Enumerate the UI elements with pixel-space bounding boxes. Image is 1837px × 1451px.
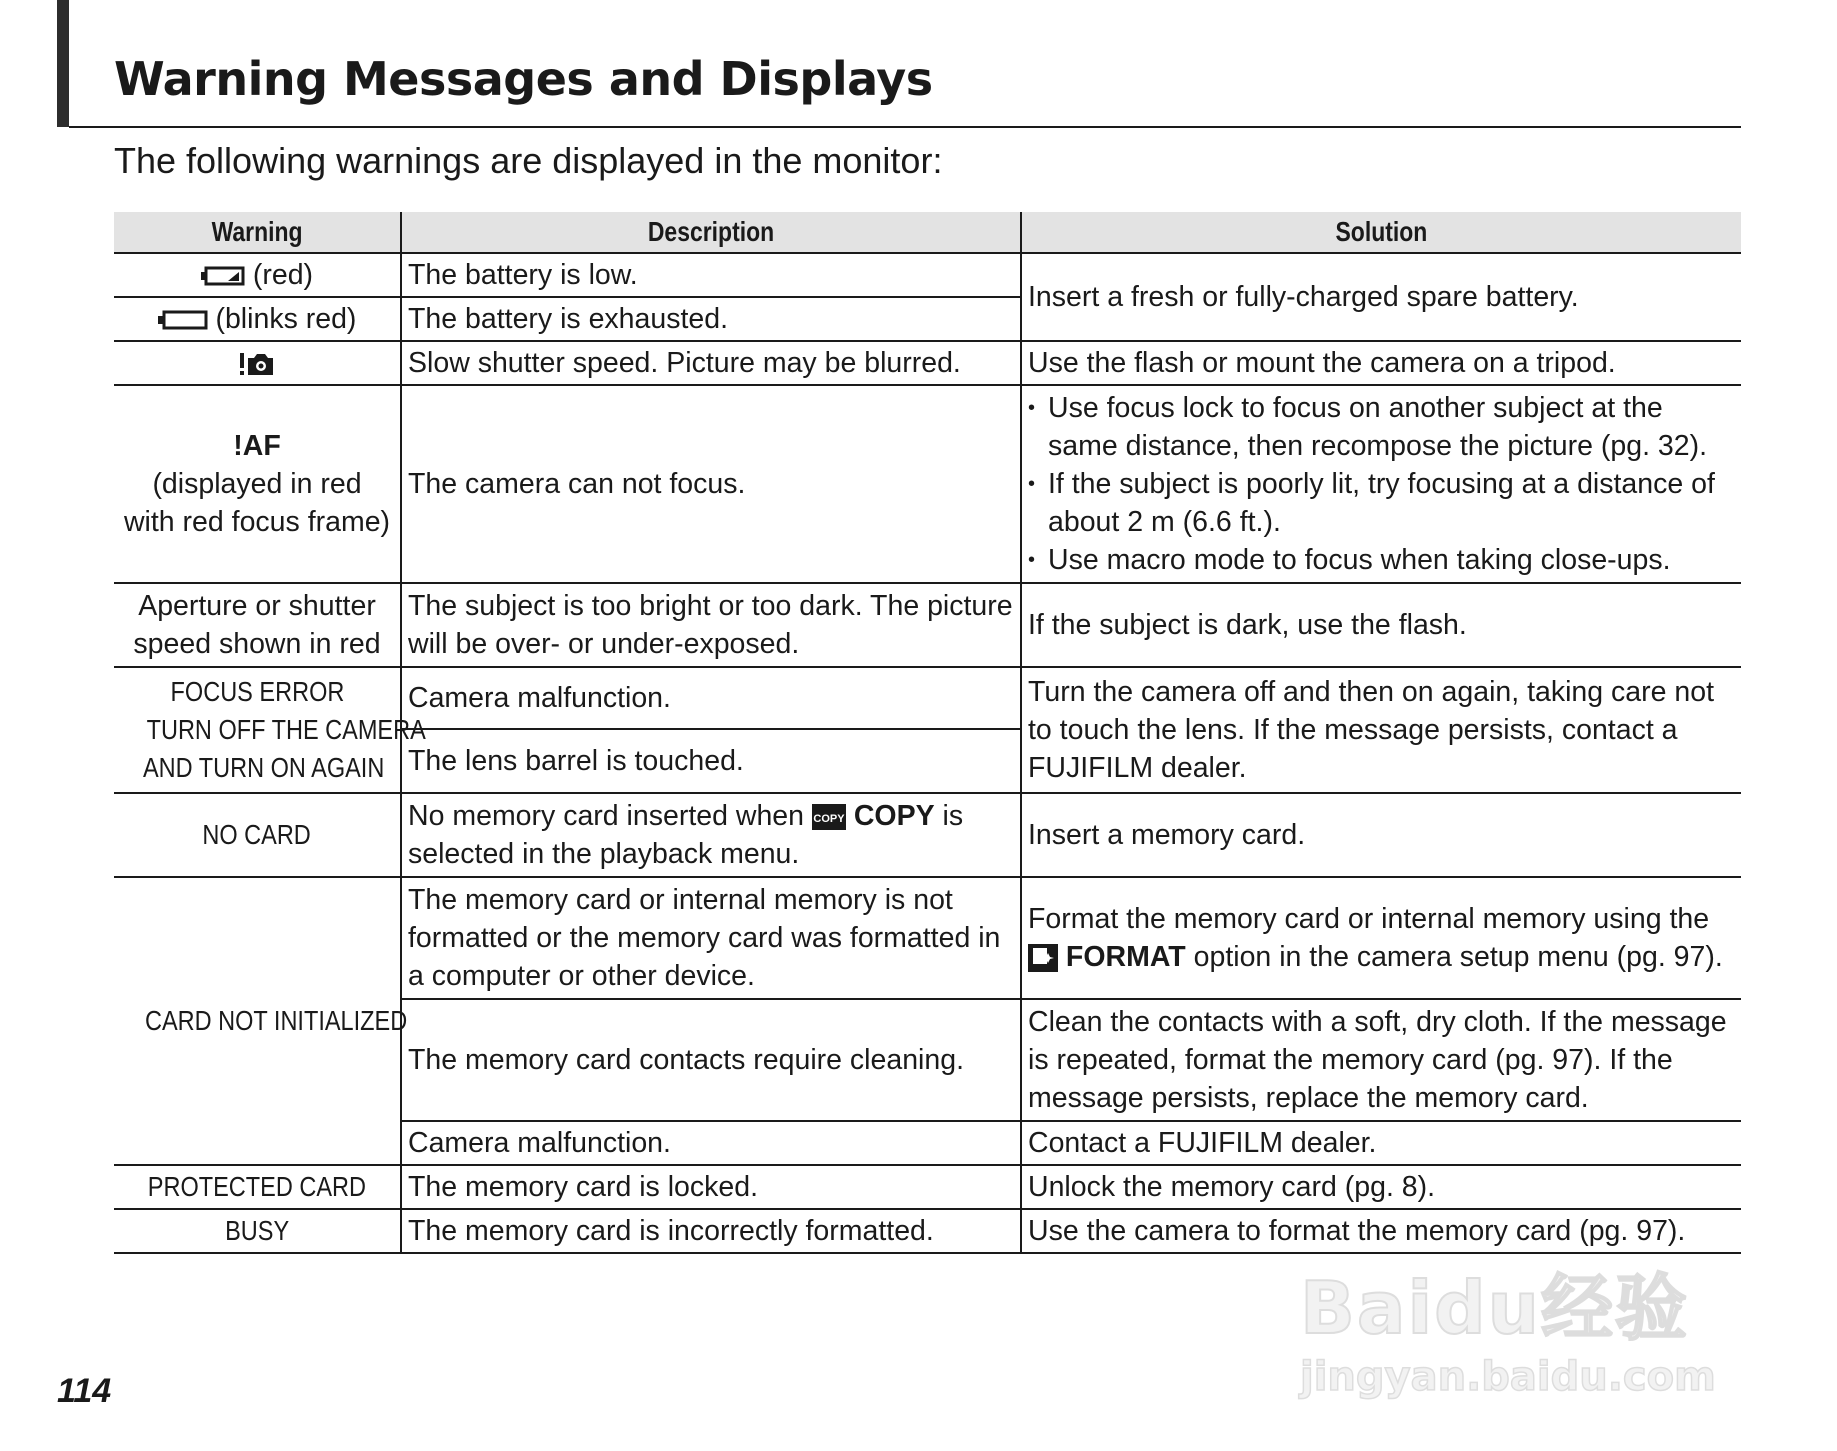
warning-text: (red) [252, 259, 314, 291]
table-row [114, 1165, 1741, 1209]
solution-cell: Contact a FUJIFILM dealer. [1021, 1121, 1741, 1165]
table-row [114, 253, 1741, 297]
table-header-row [114, 212, 1741, 253]
description-cell: The battery is exhausted. [401, 297, 1021, 341]
description-cell: The memory card is incorrectly formatted. [401, 1209, 1021, 1253]
description-cell: Camera malfunction. [401, 1121, 1021, 1165]
warning-text: (displayed in red [152, 468, 362, 500]
solution-cell: Insert a memory card. [1021, 793, 1741, 877]
svg-text:COPY: COPY [813, 813, 845, 826]
copy-menu-label: COPY [853, 800, 935, 832]
header-solution: Solution [1086, 212, 1676, 253]
table-row [114, 877, 1741, 999]
description-text: is selected in the playback menu. [408, 800, 964, 870]
warning-text: CARD NOT INITIALIZED [144, 1005, 408, 1036]
solution-cell: Unlock the memory card (pg. 8). [1021, 1165, 1741, 1209]
description-text: No memory card inserted when [408, 800, 804, 832]
watermark-site: jingyan.baidu.com [1300, 1354, 1716, 1400]
solution-text: Format the memory card or internal memory using the [1028, 903, 1710, 935]
header-description: Description [457, 212, 965, 253]
warnings-table [114, 212, 1741, 1254]
table-row [114, 341, 1741, 385]
solution-cell: Clean the contacts with a soft, dry cloth. If the message is repeated, format the memory card (pg. 97). If the message persists, replace the memory card. [1021, 999, 1741, 1121]
warning-cell [114, 1209, 401, 1253]
solution-list [1028, 389, 1735, 579]
battery-empty-icon [158, 309, 208, 331]
list-item: • Use focus lock to focus on another subject at the same distance, then recompose the picture (pg. 32). [1028, 389, 1735, 465]
description-cell: The subject is too bright or too dark. The picture will be over- or under-exposed. [401, 583, 1021, 667]
battery-low-icon [201, 265, 245, 287]
page-number: 114 [57, 1372, 112, 1410]
list-item: • Use macro mode to focus when taking close-ups. [1028, 541, 1735, 579]
table-row [114, 1209, 1741, 1253]
warning-cell [114, 793, 401, 877]
intro-text: The following warnings are displayed in the monitor: [114, 140, 943, 181]
solution-cell: If the subject is dark, use the flash. [1021, 583, 1741, 667]
warning-cell [114, 341, 401, 385]
section-side-bar [57, 0, 69, 127]
list-item: • If the subject is poorly lit, try focusing at a distance of about 2 m (6.6 ft.). [1028, 465, 1735, 541]
warning-text: FOCUS ERROR [170, 676, 344, 707]
warning-text: Aperture or shutter [138, 590, 376, 622]
solution-cell [1021, 385, 1741, 583]
setup-menu-icon [1028, 944, 1058, 972]
description-cell: The memory card or internal memory is not formatted or the memory card was formatted in a computer or other device. [401, 877, 1021, 999]
table-row [114, 793, 1741, 877]
solution-text: option in the camera setup menu (pg. 97). [1193, 941, 1723, 973]
af-warning-symbol: !AF [233, 430, 281, 462]
description-cell: The battery is low. [401, 253, 1021, 297]
warning-text: AND TURN ON AGAIN [142, 752, 385, 783]
warning-cell [114, 583, 401, 667]
camera-shake-warning-icon [239, 350, 275, 378]
description-cell: The memory card is locked. [401, 1165, 1021, 1209]
baidu-watermark [1300, 1250, 1740, 1400]
warning-text: (blinks red) [215, 303, 357, 335]
warning-cell [114, 1165, 401, 1209]
description-cell: The lens barrel is touched. [401, 729, 1021, 793]
table-row [114, 583, 1741, 667]
solution-cell: Use the flash or mount the camera on a tripod. [1021, 341, 1741, 385]
warning-cell [114, 253, 401, 297]
description-cell: Camera malfunction. [401, 667, 1021, 729]
solution-cell: Use the camera to format the memory card (pg. 97). [1021, 1209, 1741, 1253]
title-rule [69, 126, 1741, 128]
solution-cell: Insert a fresh or fully-charged spare battery. [1021, 253, 1741, 341]
page-title: Warning Messages and Displays [114, 52, 933, 106]
warning-cell [114, 385, 401, 583]
warning-cell [114, 877, 408, 1165]
warning-cell [114, 667, 426, 793]
warning-text: speed shown in red [133, 628, 381, 660]
warning-text: BUSY [224, 1215, 290, 1246]
description-cell: The camera can not focus. [401, 385, 1021, 583]
description-cell [401, 793, 1021, 877]
description-cell: Slow shutter speed. Picture may be blurred. [401, 341, 1021, 385]
solution-cell: Turn the camera off and then on again, taking care not to touch the lens. If the message persists, contact a FUJIFILM dealer. [1021, 667, 1741, 793]
description-cell: The memory card contacts require cleaning. [401, 999, 1021, 1121]
format-option-label: FORMAT [1065, 941, 1186, 973]
warning-cell [114, 297, 401, 341]
warning-text: PROTECTED CARD [147, 1171, 367, 1202]
watermark-logo: Baidu经验 [1300, 1266, 1689, 1350]
table-row [114, 667, 1741, 729]
header-warning: Warning [140, 212, 375, 253]
table-row [114, 385, 1741, 583]
warning-text: NO CARD [202, 819, 312, 850]
warning-text: with red focus frame) [123, 506, 391, 538]
warning-text: TURN OFF THE CAMERA [146, 714, 426, 745]
copy-menu-icon [812, 804, 846, 830]
solution-cell [1021, 877, 1741, 999]
